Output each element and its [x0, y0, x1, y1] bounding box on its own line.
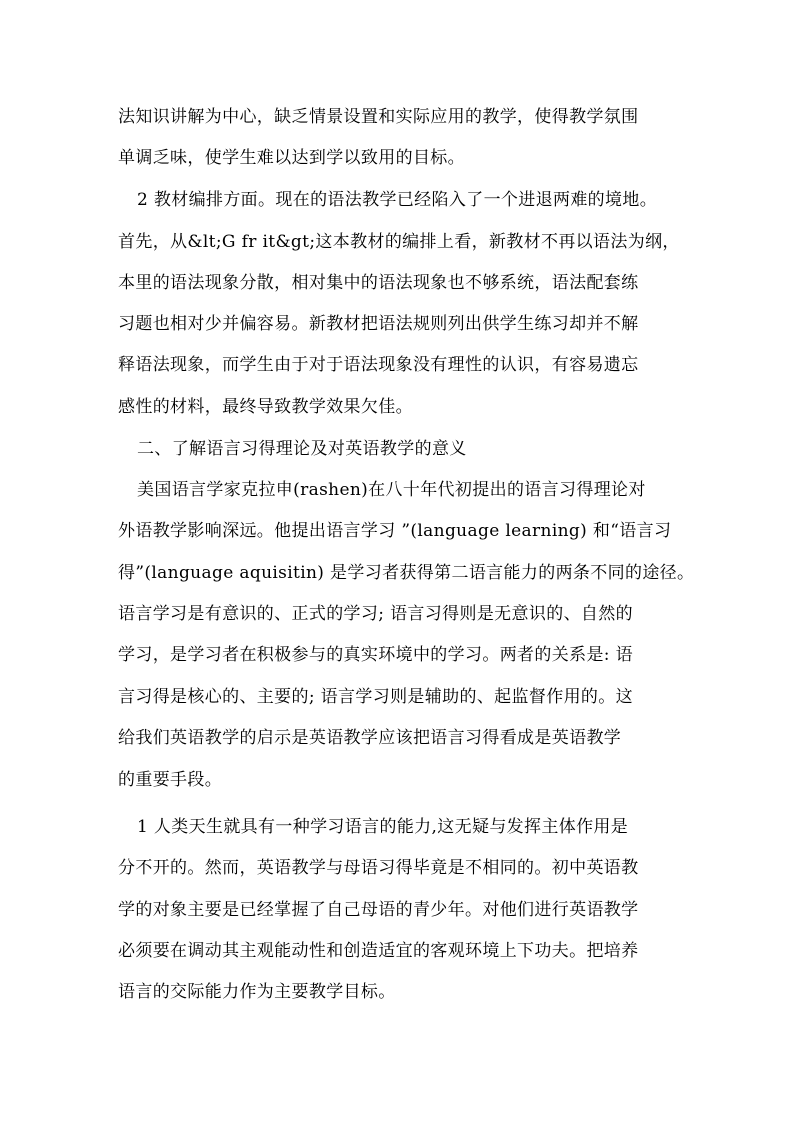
body-text-line: 习题也相对少并偏容易。新教材把语法规则列出供学生练习却并不解 — [118, 314, 639, 334]
body-text-line: 学的对象主要是已经掌握了自己母语的青少年。对他们进行英语教学 — [118, 900, 639, 920]
body-text-line: 本里的语法现象分散，相对集中的语法现象也不够系统，语法配套练 — [118, 273, 639, 293]
body-text-line: 必须要在调动其主观能动性和创造适宜的客观环境上下功夫。把培养 — [118, 941, 639, 961]
body-text-line: 学习，是学习者在积极参与的真实环境中的学习。两者的关系是: 语 — [118, 645, 633, 665]
body-text-line: 分不开的。然而，英语教学与母语习得毕竟是不相同的。初中英语教 — [118, 858, 639, 878]
paragraph-text-line: 2 教材编排方面。现在的语法教学已经陷入了一个进退两难的境地。 — [137, 190, 658, 210]
body-text-line: 法知识讲解为中心，缺乏情景设置和实际应用的教学，使得教学氛围 — [118, 107, 639, 127]
paragraph-text-line: 美国语言学家克拉申(rashen)在八十年代初提出的语言习得理论对 — [137, 480, 646, 500]
body-text-line: 得”(language aquisitin) 是学习者获得第二语言能力的两条不同的途径。 — [118, 563, 695, 583]
body-text-line: 语言学习是有意识的、正式的学习; 语言习得则是无意识的、自然的 — [118, 604, 633, 624]
body-text-line: 给我们英语教学的启示是英语教学应该把语言习得看成是英语教学 — [118, 728, 622, 748]
body-text-line: 外语教学影响深远。他提出语言学习 ”(language learning) 和“语言习 — [118, 521, 672, 541]
section-heading: 二、了解语言习得理论及对英语教学的意义 — [137, 439, 467, 459]
body-text-line: 单调乏味，使学生难以达到学以致用的目标。 — [118, 148, 465, 168]
body-text-line: 的重要手段。 — [118, 770, 223, 790]
body-text-line: 释语法现象，而学生由于对于语法现象没有理性的认识，有容易遗忘 — [118, 355, 639, 375]
body-text-line: 感性的材料，最终导致教学效果欠佳。 — [118, 397, 413, 417]
body-text-line: 言习得是核心的、主要的; 语言学习则是辅助的、起监督作用的。这 — [118, 687, 633, 707]
body-text-line: 首先，从&lt;G fr it&gt;这本教材的编排上看，新教材不再以语法为纲， — [118, 232, 680, 252]
paragraph-text-line: 1 人类天生就具有一种学习语言的能力,这无疑与发挥主体作用是 — [137, 817, 629, 837]
body-text-line: 语言的交际能力作为主要教学目标。 — [118, 982, 396, 1002]
